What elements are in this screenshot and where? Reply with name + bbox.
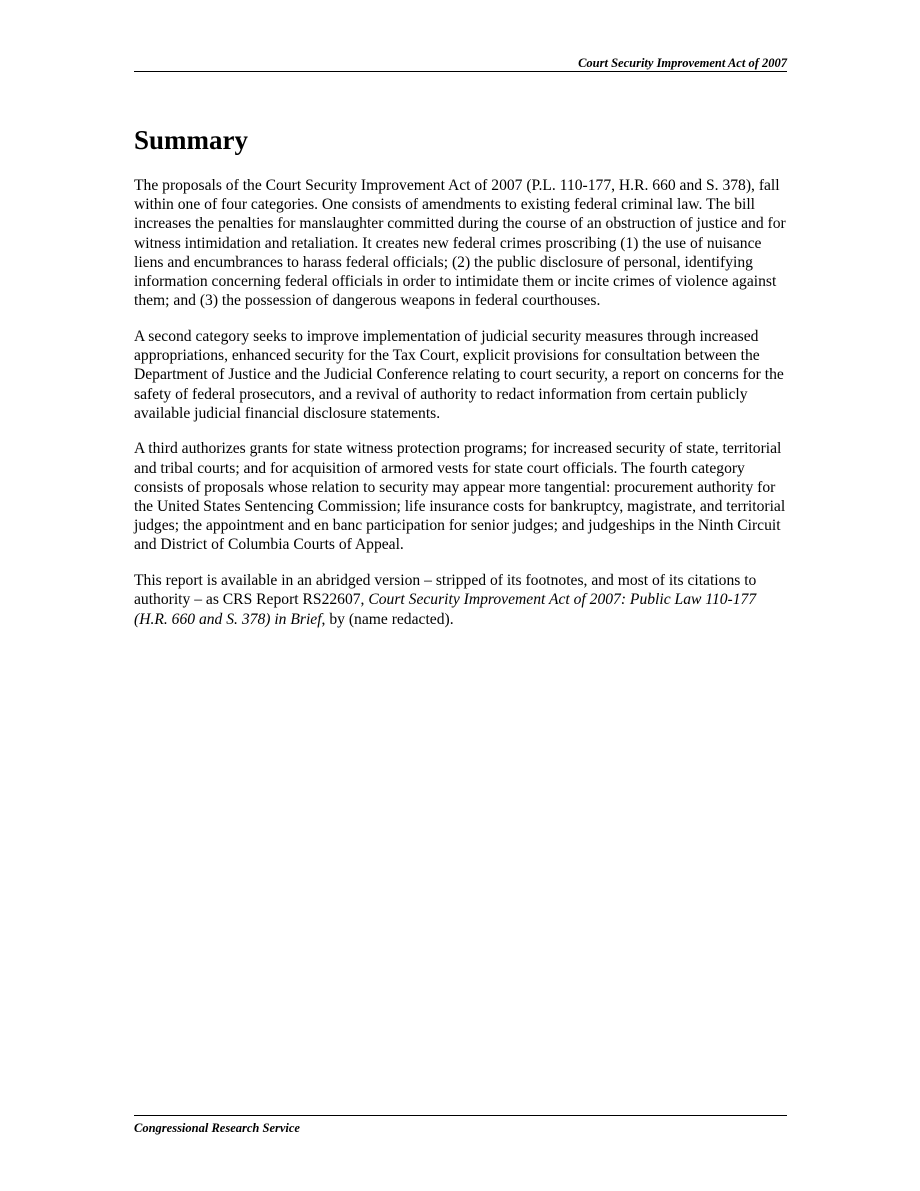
footer-divider <box>134 1115 787 1116</box>
paragraph-4 <box>134 571 786 629</box>
page-title: Summary <box>134 125 248 155</box>
paragraph-3: A third authorizes grants for state witness protection programs; for increased security of state, territorial and tribal courts; and for acquisition of armored vests for state court officials. The fourth category consists of proposals whose relation to security may appear more tangential: procurement authority for the United States Sentencing Commission; life insurance costs for bankruptcy, magistrate, and territorial judges; the appointment and en banc participation for senior judges; and judgeships in the Ninth Circuit and District of Columbia Courts of Appeal. <box>134 440 786 554</box>
header-divider <box>134 71 787 72</box>
paragraph-2: A second category seeks to improve implementation of judicial security measures through increased appropriations, enhanced security for the Tax Court, explicit provisions for consultation between the Department of Justice and the Judicial Conference relating to court security, a report on concerns for the safety of federal prosecutors, and a revival of authority to redact information from certain publicly available judicial financial disclosure statements. <box>134 327 784 422</box>
paragraph-1: The proposals of the Court Security Improvement Act of 2007 (P.L. 110-177, H.R. 660 and S. 378), fall within one of four categories. One consists of amendments to existing federal criminal law. The bill increases the penalties for manslaughter committed during the course of an obstruction of justice and for witness intimidation and retaliation. It creates new federal crimes proscribing (1) the use of nuisance liens and encumbrances to harass federal officials; (2) the public disclosure of personal, identifying information concerning federal officials in order to intimidate them or incite crimes of violence against them; and (3) the possession of dangerous weapons in federal courthouses. <box>134 177 786 310</box>
paragraph-4-lead: This report is available in an abridged version – stripped of its footnotes, and most of its citations to authority – as CRS Report RS22607, <box>134 572 757 609</box>
paragraph-4-tail: , by (name redacted). <box>321 610 454 628</box>
report-citation-title: Court Security Improvement Act of 2007: Public Law 110-177 (H.R. 660 and S. 378) in Brief <box>134 591 757 628</box>
running-header-title: Court Security Improvement Act of 2007 <box>578 56 787 70</box>
summary-body <box>134 176 786 645</box>
running-footer-organization: Congressional Research Service <box>134 1121 300 1135</box>
